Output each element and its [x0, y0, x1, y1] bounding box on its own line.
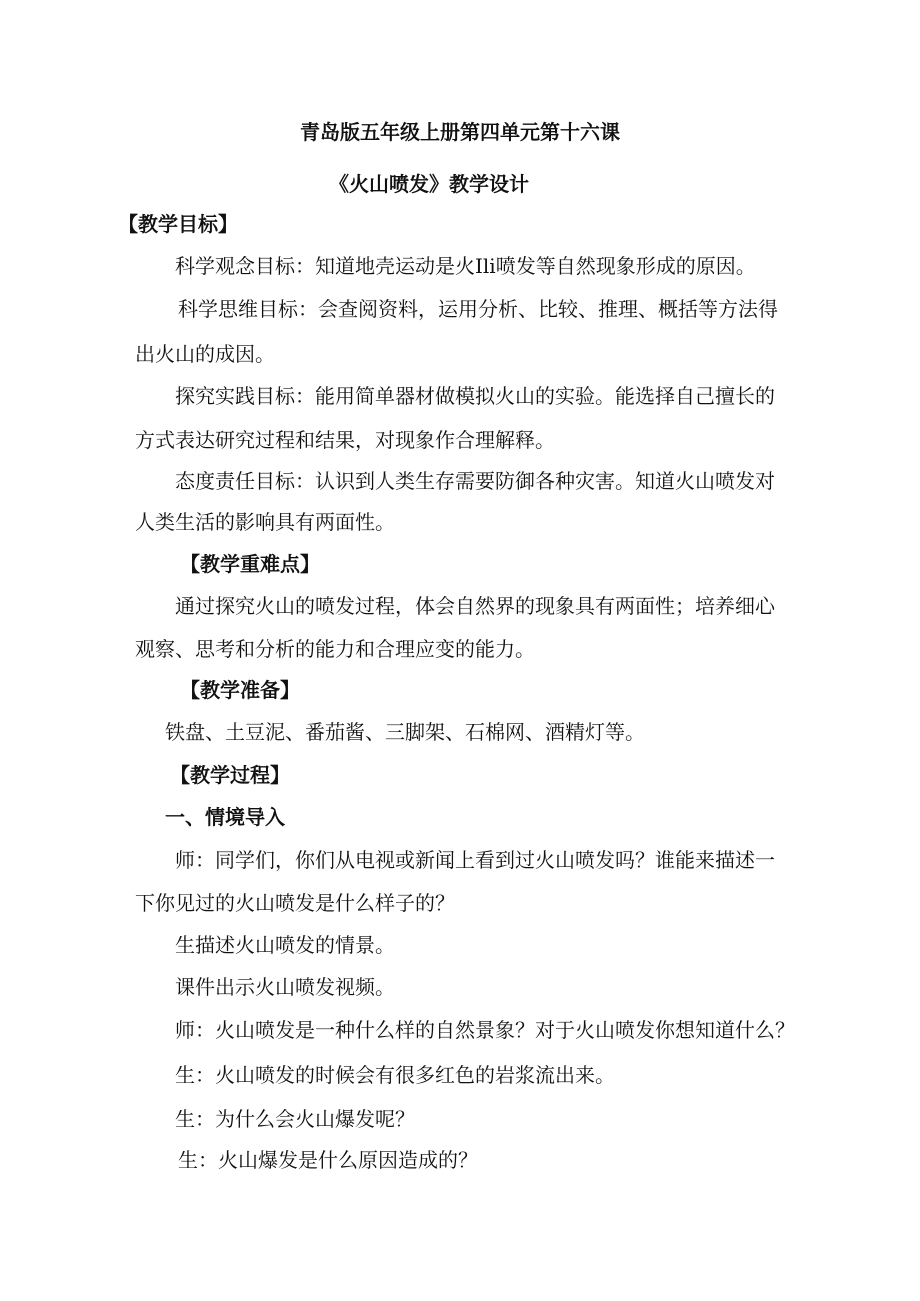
courseware-video-note: 课件出示火山喷发视频。	[175, 975, 395, 999]
goal-attitude-line2: 人类生活的影响具有两面性。	[135, 510, 395, 534]
dialogue-teacher-1-line2: 下你见过的火山喷发是什么样子的？	[135, 891, 455, 915]
goal-thinking-line1: 科学思维目标：会查阅资料，运用分析、比较、推理、概括等方法得	[178, 297, 778, 321]
section-heading-key-points: 【教学重难点】	[180, 552, 320, 576]
goal-practice-line2: 方式表达研究过程和结果，对现象作合理解释。	[135, 428, 555, 452]
dialogue-teacher-1-line1: 师：同学们，你们从电视或新闻上看到过火山喷发吗？谁能来描述一	[175, 848, 775, 872]
goal-concept: 科学观念目标：知道地壳运动是火Ili喷发等自然现象形成的原因。	[175, 254, 756, 278]
goal-thinking-line2: 出火山的成因。	[135, 342, 275, 366]
dialogue-student-3: 生：火山爆发是什么原因造成的？	[178, 1148, 478, 1172]
goal-attitude-line1: 态度责任目标：认识到人类生存需要防御各种灾害。知道火山喷发对	[175, 469, 775, 493]
doc-title-line2: 《火山喷发》教学设计	[329, 172, 529, 196]
section-heading-preparation: 【教学准备】	[180, 678, 300, 702]
part-heading-intro: 一、情境导入	[165, 805, 285, 829]
preparation-text: 铁盘、土豆泥、番茄酱、三脚架、石棉网、酒精灯等。	[165, 720, 645, 744]
dialogue-student-2: 生：为什么会火山爆发呢？	[175, 1107, 415, 1131]
goal-practice-line1: 探究实践目标：能用简单器材做模拟火山的实验。能选择自己擅长的	[175, 384, 775, 408]
dialogue-student-1: 生：火山喷发的时候会有很多红色的岩浆流出来。	[175, 1063, 615, 1087]
doc-title-line1: 青岛版五年级上册第四单元第十六课	[300, 120, 620, 144]
section-heading-goals: 【教学目标】	[118, 212, 238, 236]
dialogue-teacher-2: 师：火山喷发是一种什么样的自然景象？对于火山喷发你想知道什么？	[175, 1018, 795, 1042]
section-heading-process: 【教学过程】	[170, 763, 290, 787]
key-points-line1: 通过探究火山的喷发过程，体会自然界的现象具有两面性；培养细心	[175, 594, 775, 618]
dialogue-student-describe: 生描述火山喷发的情景。	[175, 933, 395, 957]
key-points-line2: 观察、思考和分析的能力和合理应变的能力。	[135, 637, 535, 661]
